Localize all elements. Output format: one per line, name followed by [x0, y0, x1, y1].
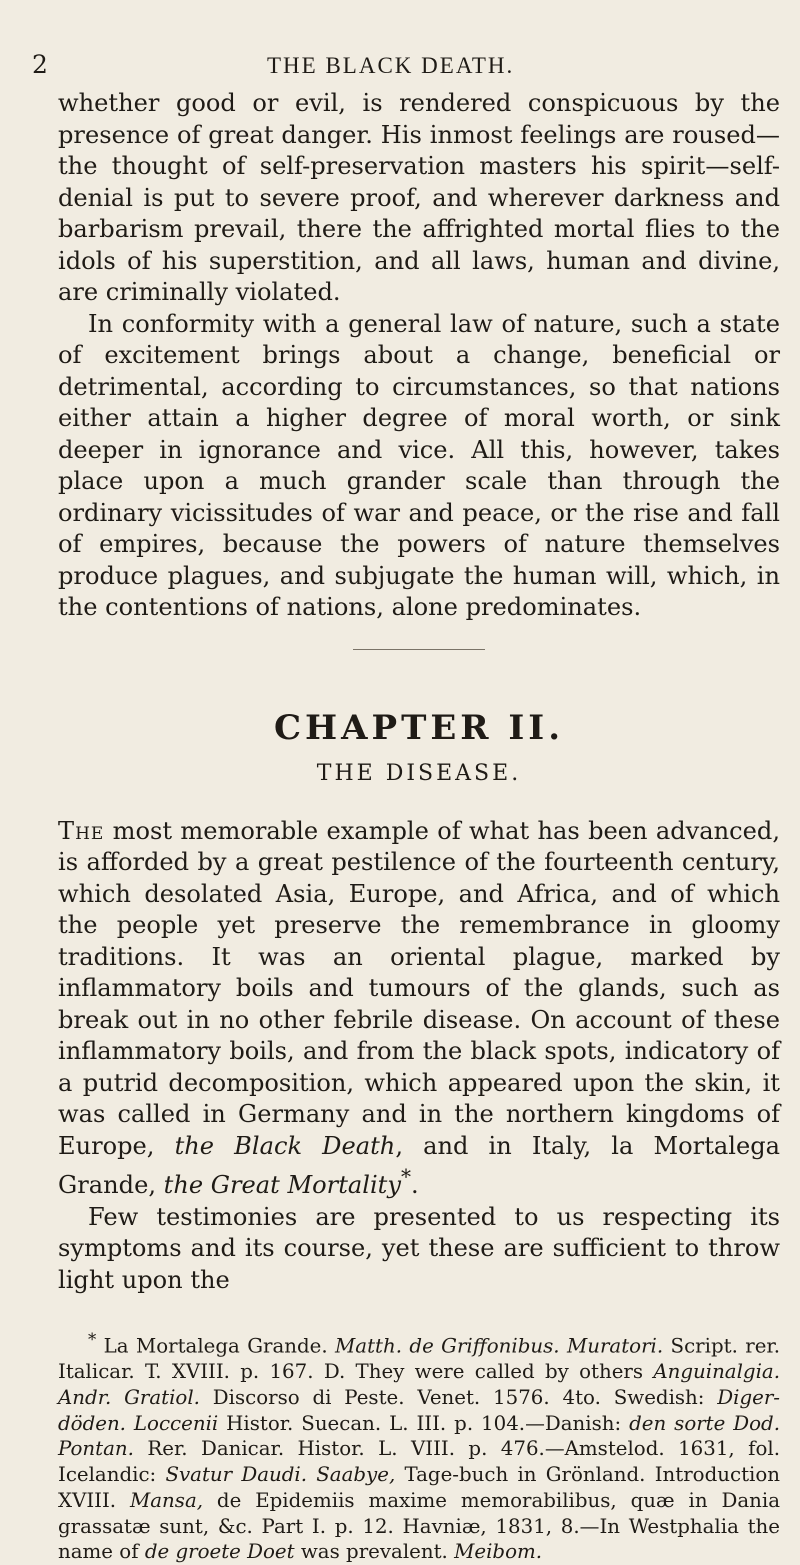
chapter-paragraph-1-end: .	[411, 1171, 419, 1200]
footnote-reference: *	[400, 1165, 411, 1189]
footnote-italic: Svatur Daudi. Saabye,	[165, 1463, 396, 1487]
footnote-segment: Rer. Danicar. Histor. L. VIII. p. 476.—Amstelod. 1631, fol. Icelandic:	[58, 1437, 780, 1487]
book-page	[32, 50, 781, 1565]
chapter-title: CHAPTER II.	[273, 707, 565, 748]
footnote-marker: *	[88, 1330, 97, 1350]
chapter-paragraph-1-italic-2: the Great Mortality	[163, 1171, 401, 1200]
intro-paragraph-1: whether good or evil, is rendered conspicuous by the presence of great danger. His inmost feelings are roused—the thought of self-preservation masters his spirit—self-denial is put to severe proof, and wherever darkness and barbarism prevail, there the affrighted mortal flies to the idols of his superstition, and all laws, human and divine, are criminally violated.	[58, 89, 780, 306]
chapter-subtitle: THE DISEASE.	[316, 760, 522, 786]
intro-text	[58, 88, 780, 624]
footnote-segment: de Epidemiis maxime memorabilibus, quæ in Dania grassatæ sunt, &c. Part I. p. 12. Havniæ, 1831, 8.—In Westphalia the name of	[58, 1488, 780, 1564]
section-divider	[353, 649, 485, 650]
footnote-segment: Discorso di Peste. Venet. 1576. 4to. Swedish:	[199, 1386, 718, 1410]
chapter-text	[58, 816, 780, 1297]
footnote	[58, 1327, 780, 1565]
chapter-paragraph-1-text-b: , and in Italy, la Mortalega Grande,	[58, 1131, 780, 1200]
chapter-paragraph-2: Few testimonies are presented to us respecting its symptoms and its course, yet these are sufficient to throw light upon the	[58, 1202, 780, 1294]
chapter-paragraph-1	[58, 816, 780, 1202]
footnote-segment: was prevalent.	[294, 1540, 455, 1564]
footnote-italic: de groete Doet	[144, 1540, 295, 1564]
footnote-italic: Diger-döden. Loccenii	[58, 1386, 780, 1435]
footnote-italic: Matth. de Griffonibus. Muratori.	[335, 1334, 664, 1358]
footnote-segment: Script. rer. Italicar. T. XVIII. p. 167. D. They were called by others	[58, 1334, 780, 1384]
footnote-italic: Mansa,	[130, 1488, 204, 1512]
footnote-italic: Meibom.	[454, 1540, 543, 1564]
footnote-segment: Histor. Suecan. L. III. p. 104.—Danish:	[218, 1411, 630, 1435]
footnote-italic: Anguinalgia. Andr. Gratiol.	[58, 1360, 780, 1410]
chapter-paragraph-1-text-a: most memorable example of what has been advanced, is afforded by a great pestilence of the fourteenth century, which desolated Asia, Europe, and Africa, and of which the people yet preserve the remembrance in gloomy traditions. It was an oriental plague, marked by inflammatory boils and tumours of the glands, such as break out in no other febrile disease. On account of these inflammatory boils, and from the black spots, indicatory of a putrid decomposition, which appeared upon the skin, it was called in Germany and in the northern kingdoms of Europe,	[58, 816, 780, 1160]
footnote-italic: den sorte Dod. Pontan.	[58, 1411, 781, 1461]
footnote-segment: Tage-buch in Grönland. Introduction XVIII.	[58, 1463, 780, 1512]
running-title: THE BLACK DEATH.	[267, 53, 515, 78]
running-head	[32, 50, 780, 84]
drop-word: The	[58, 816, 105, 845]
chapter-paragraph-1-italic-1: the Black Death	[174, 1131, 396, 1160]
intro-paragraph-2: In conformity with a general law of nature, such a state of excitement brings about a change, beneficial or detrimental, according to circumstances, so that nations either attain a higher degree of moral worth, or sink deeper in ignorance and vice. All this, however, takes place upon a much grander scale than through the ordinary vicissitudes of war and peace, or the rise and fall of empires, because the powers of nature themselves produce plagues, and subjugate the human will, which, in the contentions of nations, alone predominates.	[58, 309, 780, 621]
footnote-text	[58, 1327, 780, 1565]
page-number: 2	[32, 50, 49, 79]
footnote-segment: La Mortalega Grande.	[96, 1334, 336, 1358]
